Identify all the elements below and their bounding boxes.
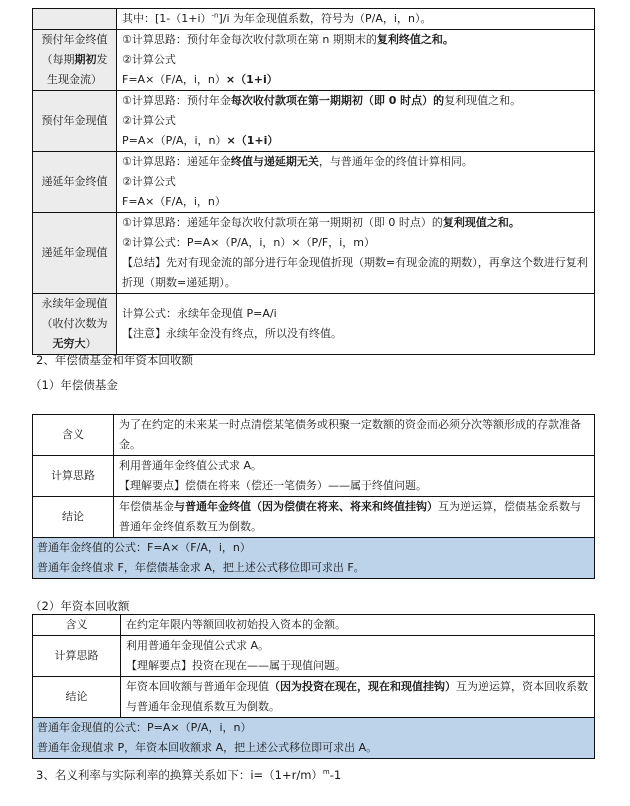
table-row: [33, 91, 595, 152]
content-line: [126, 636, 589, 656]
row-content: [121, 636, 595, 677]
section-2-heading: 2、年偿债基金和年资本回收额: [36, 353, 193, 367]
text-run: 复利现值之和。: [444, 94, 522, 107]
bold-text: （因为投资在现在，现在和现值挂钩）: [269, 680, 456, 693]
row-label: [33, 456, 114, 497]
bold-text: 复利终值之和。: [376, 33, 454, 46]
subsection-1-heading: （1）年偿债基金: [30, 378, 118, 392]
text-run: 【理解要点】投资在现在——属于现值问题。: [126, 659, 346, 672]
section-3-text: 3、名义利率与实际利率的换算关系如下：i=（1+r/m）: [36, 768, 323, 782]
content-line: [119, 497, 589, 537]
text-run: ，与普通年金的终值计算相同。: [318, 155, 473, 168]
content-line: [122, 213, 589, 233]
row-label: [33, 677, 121, 718]
content-line: [126, 615, 589, 635]
text-run: ①计算思路：预付年金每次收付款项在第 n 期期末的: [122, 33, 377, 46]
label-line: [38, 111, 111, 131]
table-row: [33, 152, 595, 213]
bold-text: 与普通年金终值（因为偿债在将来、将来和终值挂钩）: [174, 500, 438, 513]
label-text: 计算思路: [51, 469, 95, 482]
content-line: [122, 70, 589, 90]
row-content: [114, 456, 595, 497]
content-line: [122, 192, 589, 212]
formula-note-row: [33, 718, 595, 759]
subsection-2-heading: （2）年资本回收额: [30, 599, 130, 613]
content-line: [122, 30, 589, 50]
content-line: [126, 677, 589, 717]
text-run: F=A×（F/A，i，n）: [122, 73, 226, 86]
row-label: [33, 9, 117, 30]
row-content: [121, 677, 595, 718]
content-line: [122, 91, 589, 111]
section-3-exponent: m: [322, 768, 330, 777]
text-run: 生现金流）: [47, 73, 102, 86]
text-run: ）: [85, 337, 97, 350]
text-run: 预付年金终值: [41, 33, 108, 46]
row-label: [33, 415, 114, 456]
row-content: [117, 294, 595, 355]
row-content: [121, 615, 595, 636]
row-label: [33, 636, 121, 677]
label-text: 含义: [65, 618, 88, 631]
content-line: [119, 415, 589, 455]
bold-text: ×（1+i）: [225, 73, 278, 86]
table-row: [33, 30, 595, 91]
text-run: 预付年金现值: [41, 114, 108, 127]
text-run: （收付次数为: [41, 317, 108, 330]
text-run: F=A×（F/A，i，n）: [122, 195, 226, 208]
text-run: 递延年金现值: [41, 246, 108, 259]
text-run: 利用普通年金终值公式求 A。: [119, 459, 263, 472]
section-3-suffix: -1: [329, 768, 342, 782]
row-label: [33, 615, 121, 636]
bold-text: 复利现值之和。: [442, 216, 520, 229]
table-row: [33, 636, 595, 677]
table-row: [33, 213, 595, 294]
content-line: [122, 111, 589, 131]
table-row: [33, 677, 595, 718]
table-row: [33, 497, 595, 538]
label-text: 结论: [62, 510, 84, 523]
section-3-heading: [36, 767, 341, 783]
text-run: ②计算公式: [122, 175, 176, 188]
row-content: [117, 152, 595, 213]
content-line: [119, 456, 589, 476]
label-text: 结论: [65, 690, 88, 703]
text-run: 其中：[1-（1+i）: [122, 12, 212, 25]
label-line: [38, 294, 111, 314]
text-run: 年偿债基金: [119, 500, 174, 513]
table-row: [33, 294, 595, 355]
row-content: [117, 30, 595, 91]
table-row: [33, 456, 595, 497]
text-run: 互为逆运算，偿债基金系数与普通年金终值系数互为倒数。: [119, 500, 581, 533]
label-line: [38, 243, 111, 263]
text-run: ]/i 为年金现值系数，符号为（P/A，i，n）。: [218, 12, 432, 25]
text-run: （每期: [41, 53, 75, 66]
capital-recovery-table: [32, 614, 595, 759]
table-row: [33, 615, 595, 636]
superscript-text: -n: [211, 11, 219, 20]
text-run: 在约定年限内等额回收初始投入资本的金额。: [126, 618, 346, 631]
row-content: [114, 497, 595, 538]
bold-text: ×（1+i）: [226, 134, 279, 147]
row-content: [114, 415, 595, 456]
bold-text: 每次收付款项在第一期期初（即 0 时点）的: [230, 94, 445, 107]
label-line: [38, 30, 111, 50]
row-label: [33, 294, 117, 355]
content-line: [122, 50, 589, 70]
note-line: 普通年金现值求 P，年资本回收额求 A，把上述公式移位即可求出 A。: [37, 741, 378, 754]
text-run: ①计算思路：预付年金: [122, 94, 231, 107]
label-line: [38, 314, 111, 334]
text-run: 【注意】永续年金没有终点，所以没有终值。: [122, 327, 342, 340]
annuity-table: [32, 8, 595, 355]
text-run: 计算公式：永续年金现值 P=A/i: [122, 307, 277, 320]
text-run: 发: [96, 53, 108, 66]
formula-note: [33, 538, 595, 579]
row-label: [33, 497, 114, 538]
content-line: [122, 172, 589, 192]
content-line: [119, 476, 589, 496]
text-run: ②计算公式: [122, 53, 176, 66]
sinking-fund-table: [32, 414, 595, 579]
row-content: [117, 91, 595, 152]
row-label: [33, 152, 117, 213]
label-line: [38, 172, 111, 192]
text-run: ②计算公式: [122, 114, 176, 127]
row-label: [33, 91, 117, 152]
text-run: 互为逆运算，资本回收系数与普通年金现值系数互为倒数。: [126, 680, 588, 713]
formula-note-row: [33, 538, 595, 579]
text-run: 递延年金终值: [41, 175, 108, 188]
content-line: [122, 152, 589, 172]
note-line: 普通年金现值的公式：P=A×（P/A，i，n）: [37, 721, 252, 734]
text-run: 利用普通年金现值公式求 A。: [126, 639, 270, 652]
text-run: ②计算公式：P=A×（P/A，i，n）×（P/F，i，m）: [122, 236, 375, 249]
bold-text: 无穷大: [52, 337, 86, 350]
label-line: [38, 70, 111, 90]
label-text: 计算思路: [54, 649, 99, 662]
row-content: [117, 213, 595, 294]
label-line: [38, 334, 111, 354]
formula-note: [33, 718, 595, 759]
note-line: 普通年金终值的公式：F=A×（F/A，i，n）: [37, 541, 251, 554]
row-label: [33, 213, 117, 294]
content-line: [122, 253, 589, 293]
content-line: [122, 9, 589, 29]
note-line: 普通年金终值求 F，年偿债基金求 A，把上述公式移位即可求出 F。: [37, 561, 365, 574]
text-run: ①计算思路：递延年金每次收付款项在第一期期初（即 0 时点）的: [122, 216, 443, 229]
text-run: 永续年金现值: [41, 297, 108, 310]
content-line: [122, 304, 589, 324]
content-line: [126, 656, 589, 676]
bold-text: 期初: [74, 53, 97, 66]
content-line: [122, 324, 589, 344]
content-line: [122, 233, 589, 253]
table-row: [33, 9, 595, 30]
row-label: [33, 30, 117, 91]
text-run: P=A×（P/A，i，n）: [122, 134, 227, 147]
content-line: [122, 131, 589, 151]
label-text: 含义: [62, 428, 84, 441]
bold-text: 终值与递延期无关: [230, 155, 319, 168]
row-content: [117, 9, 595, 30]
table-row: [33, 415, 595, 456]
label-line: [38, 50, 111, 70]
text-run: 【总结】先对有现金流的部分进行年金现值折现（期数=有现金流的期数），再拿这个数进行复利折现（期数=递延期）。: [122, 256, 588, 289]
text-run: 【理解要点】偿债在将来（偿还一笔债务）——属于终值问题。: [119, 479, 427, 492]
text-run: 年资本回收额与普通年金现值: [126, 680, 269, 693]
text-run: 为了在约定的未来某一时点清偿某笔债务或积聚一定数额的资金而必须分次等额形成的存款准备金。: [119, 418, 581, 451]
text-run: ①计算思路：递延年金: [122, 155, 231, 168]
